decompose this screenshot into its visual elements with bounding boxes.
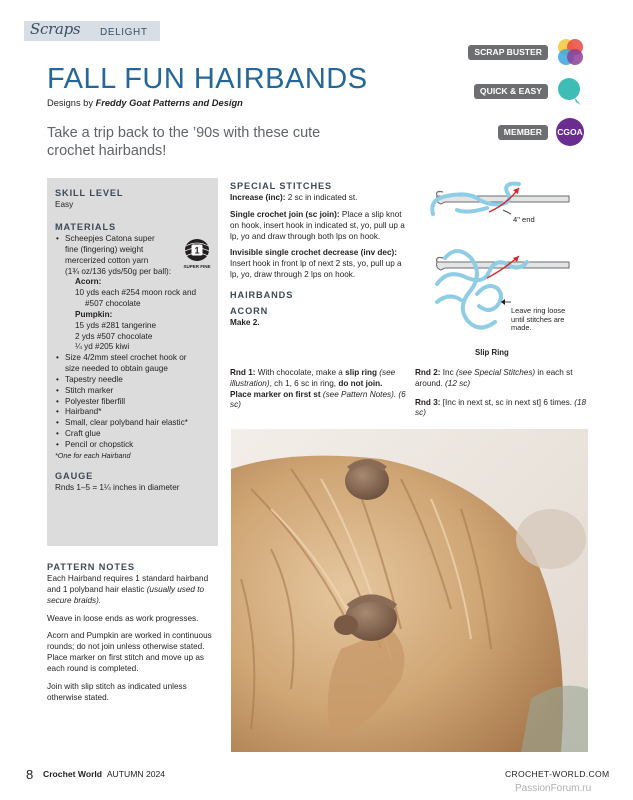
stitch-text: Place a slip knot on hook, insert hook in indicated st, yo, pull up a lp, yo and draw through both lps on hook.	[230, 209, 405, 241]
pattern-note: Weave in loose ends as work progresses.	[47, 613, 199, 623]
acorn-yarn: #507 chocolate	[85, 299, 141, 309]
acorn-heading: ACORN	[230, 306, 269, 317]
stitch-term: Single crochet join (sc join):	[230, 209, 340, 219]
pattern-note-italic: (usually used to secure braids).	[47, 584, 205, 605]
color-wheel-icon	[554, 36, 586, 68]
pattern-note: Acorn and Pumpkin are worked in continuous rounds; do not join unless otherwise stated. Place marker on first stitch and move up as each round is completed.	[47, 631, 212, 673]
svg-text:CGOA: CGOA	[557, 127, 583, 137]
pumpkin-yarn: ¼ yd #205 kiwi	[75, 342, 130, 352]
list-item	[55, 353, 215, 375]
round-1	[230, 368, 406, 411]
end-pointer	[503, 210, 511, 214]
round-3	[415, 398, 590, 420]
list-item: • Polyester fiberfill	[55, 397, 215, 408]
round-2	[415, 368, 590, 390]
yarn-line: mercerized cotton yarn	[65, 255, 149, 265]
hook-line: size needed to obtain gauge	[65, 364, 168, 374]
yarn-weight-number: 1	[194, 245, 200, 256]
stitch-term: Invisible single crochet decrease (inv dec):	[230, 248, 397, 258]
materials-list-tools	[55, 353, 215, 450]
stitch-text: 2 sc in indicated st.	[285, 193, 358, 203]
round-text: [Inc in next st, sc in next st] 6 times.	[440, 397, 575, 407]
round-text: in each st around.	[415, 368, 573, 388]
stitch-text: Insert hook in front lp of next 2 sts, yo, pull up a lp, yo, draw through 2 lps on hook.	[230, 259, 402, 280]
materials-note: *One for each Hairband	[55, 450, 131, 460]
brand-script: Scraps	[30, 20, 81, 38]
list-item: • Tapestry needle	[55, 375, 215, 386]
pattern-note-text: Each Hairband requires 1 standard hairband and 1 polyband hair elastic	[47, 574, 209, 594]
round-italic: (see illustration)	[230, 368, 396, 388]
badge-scrap-buster	[474, 36, 588, 66]
pattern-note	[47, 574, 217, 606]
stitch-definition	[230, 248, 405, 280]
round-italic: (see Special Stitches)	[455, 368, 536, 377]
brand-word: DELIGHT	[100, 27, 148, 38]
badge-label: SCRAP BUSTER	[468, 45, 548, 60]
badge-label: QUICK & EASY	[474, 84, 548, 99]
materials-heading: MATERIALS	[55, 221, 117, 232]
round-text: , ch 1, 6 sc in ring,	[269, 378, 339, 388]
materials-box-content	[55, 187, 215, 494]
badge-label: MEMBER	[498, 125, 548, 140]
gauge-heading: GAUGE	[55, 471, 94, 482]
gauge-value: Rnds 1–5 = 1¼ inches in diameter	[55, 483, 180, 493]
pattern-notes-heading: PATTERN NOTES	[47, 562, 135, 572]
round-text: With chocolate, make a	[255, 368, 346, 377]
designer-name: Freddy Goat Patterns and Design	[95, 98, 243, 108]
round-italic: (12 sc)	[445, 378, 471, 388]
list-item: • Pencil or chopstick	[55, 440, 215, 451]
page-number: 8	[26, 767, 34, 782]
page-title: FALL FUN HAIRBANDS	[47, 63, 368, 95]
hook-line: • Size 4/2mm steel crochet hook or	[65, 353, 187, 363]
intro-text: Take a trip back to the ’90s with these cute crochet hairbands!	[47, 125, 321, 159]
list-item: • Stitch marker	[55, 386, 215, 397]
photo-illustration	[231, 429, 588, 752]
round-italic: (18 sc)	[415, 397, 587, 418]
magazine-name: Crochet World	[43, 769, 103, 779]
hairbands-heading: HAIRBANDS	[230, 289, 294, 300]
yarn-line: fine (fingering) weight	[65, 244, 144, 254]
round-italic: (see Pattern Notes). (6 sc)	[230, 389, 406, 410]
pumpkin-label: Pumpkin:	[75, 309, 113, 319]
round-text: Inc	[440, 368, 456, 377]
round-bold: slip ring	[345, 368, 377, 377]
stitch-term: Increase (inc):	[230, 193, 286, 203]
skill-heading: SKILL LEVEL	[55, 188, 124, 198]
list-item: • Hairband*	[55, 407, 215, 418]
skill-value: Easy	[55, 200, 74, 210]
yarn-top-tail	[457, 208, 487, 212]
rounds-right	[415, 368, 590, 427]
arrowhead-icon	[513, 188, 519, 194]
acorn-label: Acorn:	[75, 277, 102, 287]
pattern-notes	[47, 561, 217, 710]
magazine-issue	[43, 769, 165, 780]
yarn-weight-label: SUPER FINE	[183, 264, 211, 269]
yarn-line: • Scheepjes Catona super	[65, 234, 155, 244]
yarn-tail	[437, 296, 461, 302]
byline	[47, 97, 243, 109]
hairband-photo	[231, 429, 588, 752]
special-stitches	[230, 180, 405, 329]
round-label: Rnd 1:	[230, 368, 256, 377]
yarn-ring-inner	[477, 286, 501, 310]
round-label: Rnd 2:	[415, 368, 441, 377]
cgoa-logo	[554, 116, 586, 148]
stitch-definition	[230, 193, 405, 204]
watermark: PassionForum.ru	[515, 783, 592, 794]
acorn-yarn: 10 yds each #254 moon rock and	[75, 288, 197, 298]
byline-prefix: Designs by	[47, 98, 96, 108]
yarn-weight-icon	[183, 238, 211, 270]
round-label: Rnd 3:	[415, 397, 441, 407]
pumpkin-yarn: 2 yds #507 chocolate	[75, 331, 153, 341]
site-url[interactable]: CROCHET-WORLD.COM	[505, 769, 610, 779]
badge-quick-easy	[479, 75, 588, 105]
issue-date: AUTUMN 2024	[106, 769, 166, 779]
special-stitches-heading: SPECIAL STITCHES	[230, 181, 333, 191]
diagram-caption: Slip Ring	[475, 348, 509, 357]
yarn-line: (1¾ oz/136 yds/50g per ball):	[65, 266, 172, 276]
make-count: Make 2.	[230, 318, 260, 328]
pattern-note: Join with slip stitch as indicated unless otherwise stated.	[47, 681, 187, 702]
loose-label: Leave ring loose until stitches are made.	[511, 306, 566, 333]
stitch-definition	[230, 210, 405, 242]
end-label: 4" end	[513, 215, 535, 224]
list-item: • Craft glue	[55, 429, 215, 440]
timer-icon	[554, 75, 586, 107]
badge-member	[488, 116, 588, 146]
pumpkin-yarn: 15 yds #281 tangerine	[75, 320, 157, 330]
round-bold: do not join. Place marker on first st	[230, 378, 383, 399]
list-item: • Small, clear polyband hair elastic*	[55, 418, 215, 429]
